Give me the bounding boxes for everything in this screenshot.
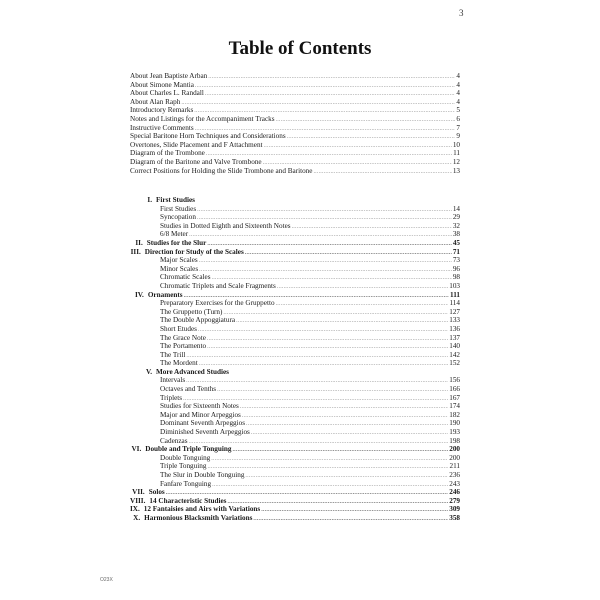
dot-leader xyxy=(227,498,448,507)
entry-title: Triplets xyxy=(160,393,183,402)
dot-leader xyxy=(236,317,448,326)
entry-title: Ornaments xyxy=(147,290,183,299)
entry-title: 14 Characteristic Studies xyxy=(149,496,227,505)
entry-page-number: 4 xyxy=(456,72,460,80)
entry-title: Notes and Listings for the Accompaniment Tracks xyxy=(130,114,275,123)
toc-entry xyxy=(130,480,460,489)
dot-leader xyxy=(242,412,448,421)
entry-page-number: 166 xyxy=(449,385,460,394)
chapter-entry xyxy=(130,196,460,205)
chapter-number: IX. xyxy=(130,505,140,514)
dot-leader xyxy=(251,429,448,438)
chapter-number: II. xyxy=(135,238,143,247)
entry-page-number: 279 xyxy=(449,496,460,505)
entry-title: Octaves and Tenths xyxy=(160,385,217,394)
entry-title: The Trill xyxy=(160,350,186,359)
entry-page-number: 4 xyxy=(456,89,460,98)
entry-title: Chromatic Scales xyxy=(160,273,211,282)
entry-page-number: 174 xyxy=(449,402,460,411)
chapter-entry xyxy=(130,505,460,514)
entry-title: About Jean Baptiste Arban xyxy=(130,72,208,80)
entry-title: Chromatic Triplets and Scale Fragments xyxy=(160,281,276,290)
entry-page-number: 4 xyxy=(456,97,460,106)
dot-leader xyxy=(264,142,452,151)
chapter-number: III. xyxy=(130,247,141,256)
entry-title: Diagram of the Trombone xyxy=(130,149,205,158)
toc-entry xyxy=(130,167,460,176)
entry-title: The Double Appoggiatura xyxy=(160,316,236,325)
chapter-entry xyxy=(130,291,460,300)
entry-title: Preparatory Exercises for the Gruppetto xyxy=(160,299,275,308)
entry-title: First Studies xyxy=(160,204,197,213)
chapter-number: I. xyxy=(147,196,152,204)
entry-page-number: 14 xyxy=(452,204,460,213)
entry-title: Syncopation xyxy=(160,213,196,222)
entry-page-number: 111 xyxy=(450,290,460,299)
entry-title: The Mordent xyxy=(160,359,198,368)
toc-entry xyxy=(130,325,460,334)
dot-leader xyxy=(199,266,452,275)
entry-page-number: 45 xyxy=(452,238,460,247)
toc-entry xyxy=(130,222,460,231)
entry-title: Major Scales xyxy=(160,256,198,265)
dot-leader xyxy=(181,99,455,108)
toc-entry xyxy=(130,402,460,411)
entry-page-number: 136 xyxy=(449,324,460,333)
toc-entry xyxy=(130,205,460,214)
dot-leader xyxy=(277,283,448,292)
entry-page-number: 200 xyxy=(449,445,460,454)
dot-leader xyxy=(212,274,452,283)
entry-page-number: 133 xyxy=(449,316,460,325)
footer-code: O23X xyxy=(100,577,113,583)
entry-page-number: 32 xyxy=(452,221,460,230)
toc-entry xyxy=(130,308,460,317)
dot-leader xyxy=(263,159,452,168)
toc-entry xyxy=(130,299,460,308)
entry-title: About Alan Raph xyxy=(130,97,181,106)
entry-page-number: 309 xyxy=(449,505,460,514)
entry-title: More Advanced Studies xyxy=(156,367,229,376)
dot-leader xyxy=(212,481,448,490)
toc-entry xyxy=(130,437,460,446)
entry-page-number: 73 xyxy=(452,256,460,265)
dot-leader xyxy=(195,125,456,134)
entry-title: The Gruppetto (Turn) xyxy=(160,307,223,316)
entry-page-number: 193 xyxy=(449,428,460,437)
toc-entry xyxy=(130,158,460,167)
entry-title: Double Tonguing xyxy=(160,453,211,462)
entry-title: Minor Scales xyxy=(160,264,199,273)
dot-leader xyxy=(245,472,448,481)
dot-leader xyxy=(186,377,448,386)
entry-title: Fanfare Tonguing xyxy=(160,479,212,488)
toc-entry xyxy=(130,334,460,343)
entry-page-number: 137 xyxy=(449,333,460,342)
entry-page-number: 182 xyxy=(449,410,460,419)
toc-entry xyxy=(130,428,460,437)
front-matter-list xyxy=(130,72,460,175)
entry-page-number: 5 xyxy=(456,106,460,115)
entry-page-number: 29 xyxy=(452,213,460,222)
entry-title: Harmonious Blacksmith Variations xyxy=(144,513,253,522)
chapter-entry xyxy=(130,368,460,377)
chapter-number: IV. xyxy=(134,290,144,299)
toc-entry xyxy=(130,273,460,282)
toc-entry xyxy=(130,124,460,133)
entry-page-number: 140 xyxy=(449,342,460,351)
dot-leader xyxy=(199,257,452,266)
entry-title: Studies for the Slur xyxy=(146,238,207,247)
dot-leader xyxy=(207,240,451,249)
toc-entry xyxy=(130,265,460,274)
dot-leader xyxy=(246,420,448,429)
dot-leader xyxy=(245,249,452,258)
entry-title: Diagram of the Baritone and Valve Trombone xyxy=(130,157,262,166)
entry-title: Dominant Seventh Arpeggios xyxy=(160,419,246,428)
entry-title: Short Etudes xyxy=(160,324,197,333)
chapter-entry xyxy=(130,497,460,506)
page-title: Table of Contents xyxy=(228,38,372,59)
entry-page-number: 114 xyxy=(449,299,460,308)
dot-leader xyxy=(276,116,456,125)
dot-leader xyxy=(217,386,448,395)
chapter-number: VI. xyxy=(131,445,142,454)
dot-leader xyxy=(253,515,448,524)
entry-page-number: 13 xyxy=(452,166,460,175)
toc-entry xyxy=(130,342,460,351)
chapter-list xyxy=(130,196,460,523)
entry-title: Correct Positions for Holding the Slide Trombone and Baritone xyxy=(130,166,313,175)
dot-leader xyxy=(184,292,449,301)
entry-title: Instructive Comments xyxy=(130,123,194,132)
dot-leader xyxy=(189,438,449,447)
entry-title: The Slur in Double Tonguing xyxy=(160,471,245,479)
entry-page-number: 9 xyxy=(456,132,460,141)
entry-title: Overtones, Slide Placement and F Attachment xyxy=(130,140,263,149)
toc-entry xyxy=(130,394,460,403)
toc-entry xyxy=(130,351,460,360)
toc-entry xyxy=(130,115,460,124)
toc-entry xyxy=(130,149,460,158)
entry-page-number: 98 xyxy=(452,273,460,282)
dot-leader xyxy=(207,335,448,344)
toc-entry xyxy=(130,419,460,428)
page-number: 3 xyxy=(459,8,464,18)
entry-page-number: 7 xyxy=(456,123,460,132)
entry-page-number: 236 xyxy=(449,471,460,479)
entry-page-number: 6 xyxy=(456,114,460,123)
entry-page-number: 246 xyxy=(449,488,460,497)
dot-leader xyxy=(197,214,452,223)
toc-entry xyxy=(130,72,460,81)
dot-leader xyxy=(292,223,452,232)
entry-page-number: 167 xyxy=(449,393,460,402)
toc-entry xyxy=(130,81,460,90)
dot-leader xyxy=(276,300,449,309)
toc-entry xyxy=(130,132,460,141)
dot-leader xyxy=(195,82,456,91)
dot-leader xyxy=(205,90,456,99)
toc-entry xyxy=(130,256,460,265)
entry-title: 12 Fantaisies and Airs with Variations xyxy=(143,505,261,514)
dot-leader xyxy=(189,231,452,240)
entry-title: About Charles L. Randall xyxy=(130,89,204,98)
dot-leader xyxy=(240,403,448,412)
entry-page-number: 11 xyxy=(453,149,460,158)
chapter-number: V. xyxy=(145,367,152,376)
toc-entry xyxy=(130,98,460,107)
entry-page-number: 4 xyxy=(456,80,460,89)
entry-page-number: 243 xyxy=(449,479,460,488)
dot-leader xyxy=(287,133,456,142)
dot-leader xyxy=(198,326,448,335)
entry-title: 6/8 Meter xyxy=(160,230,189,239)
dot-leader xyxy=(211,455,448,464)
chapter-number: X. xyxy=(133,513,141,522)
toc-entry xyxy=(130,359,460,368)
dot-leader xyxy=(232,446,448,455)
entry-page-number: 358 xyxy=(449,513,460,522)
toc-entry xyxy=(130,316,460,325)
toc-entry xyxy=(130,282,460,291)
toc-entry xyxy=(130,454,460,463)
toc-entry xyxy=(130,106,460,115)
toc-entry xyxy=(130,462,460,471)
toc-entry xyxy=(130,230,460,239)
entry-title: Major and Minor Arpeggios xyxy=(160,410,241,419)
entry-title: Introductory Remarks xyxy=(130,106,194,115)
dot-leader xyxy=(183,395,448,404)
entry-title: Studies in Dotted Eighth and Sixteenth Notes xyxy=(160,221,291,230)
dot-leader xyxy=(197,206,452,215)
entry-title: Special Baritone Horn Techniques and Considerations xyxy=(130,132,286,141)
entry-page-number: 12 xyxy=(452,157,460,166)
toc-entry xyxy=(130,411,460,420)
dot-leader xyxy=(223,309,448,318)
dot-leader xyxy=(186,352,448,361)
entry-title: First Studies xyxy=(156,196,195,204)
entry-title: Cadenzas xyxy=(160,436,188,445)
entry-title: Direction for Study of the Scales xyxy=(144,247,244,256)
entry-page-number: 152 xyxy=(449,359,460,368)
entry-title: Double and Triple Tonguing xyxy=(145,445,232,454)
entry-page-number: 71 xyxy=(452,247,460,256)
toc-entry xyxy=(130,141,460,150)
entry-title: Intervals xyxy=(160,376,186,385)
entry-title: Diminished Seventh Arpeggios xyxy=(160,428,250,437)
entry-page-number: 200 xyxy=(449,453,460,462)
chapter-entry xyxy=(130,445,460,454)
dot-leader xyxy=(261,506,448,515)
dot-leader xyxy=(206,150,452,159)
toc-entry xyxy=(130,385,460,394)
entry-page-number: 142 xyxy=(449,350,460,359)
toc-entry xyxy=(130,213,460,222)
dot-leader xyxy=(166,489,449,498)
dot-leader xyxy=(313,168,451,177)
entry-title: Triple Tonguing xyxy=(160,462,207,471)
chapter-entry xyxy=(130,248,460,257)
entry-page-number: 127 xyxy=(449,307,460,316)
entry-page-number: 96 xyxy=(452,264,460,273)
toc-entry xyxy=(130,89,460,98)
dot-leader xyxy=(194,107,455,116)
chapter-number: VII. xyxy=(132,488,145,497)
entry-title: Studies for Sixteenth Notes xyxy=(160,402,239,411)
chapter-entry xyxy=(130,239,460,248)
dot-leader xyxy=(208,73,455,82)
entry-title: The Portamento xyxy=(160,342,207,351)
entry-page-number: 103 xyxy=(449,281,460,290)
entry-page-number: 190 xyxy=(449,419,460,428)
chapter-number: VIII. xyxy=(130,496,146,505)
entry-title: About Simone Mantia xyxy=(130,80,194,89)
entry-page-number: 156 xyxy=(449,376,460,385)
entry-title: The Grace Note xyxy=(160,333,206,342)
chapter-entry xyxy=(130,514,460,523)
entry-page-number: 198 xyxy=(449,436,460,445)
entry-page-number: 211 xyxy=(449,462,460,471)
entry-title: Solos xyxy=(148,488,165,497)
dot-leader xyxy=(207,343,448,352)
toc-entry xyxy=(130,376,460,385)
chapter-entry xyxy=(130,488,460,497)
entry-page-number: 38 xyxy=(452,230,460,239)
dot-leader xyxy=(207,463,448,472)
dot-leader xyxy=(199,360,448,369)
toc-entry xyxy=(130,471,460,480)
entry-page-number: 10 xyxy=(452,140,460,149)
